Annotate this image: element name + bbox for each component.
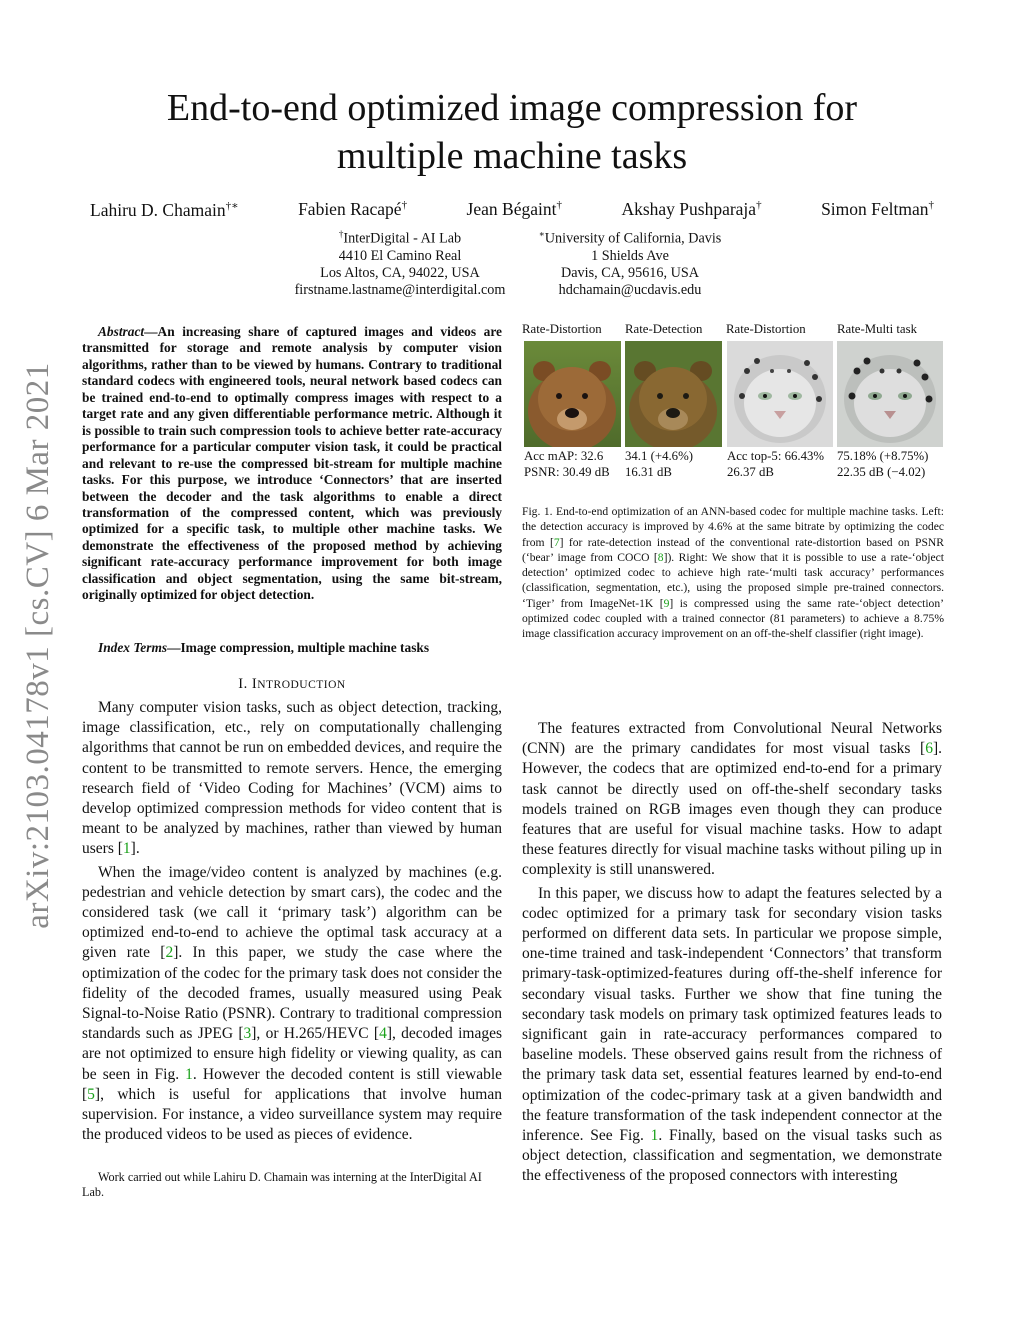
bear-image-rate-distortion bbox=[524, 341, 621, 447]
arxiv-id-text: arXiv:2103.04178v1 [cs.CV] 6 Mar 2021 bbox=[19, 361, 56, 929]
figure-label: Rate-Detection bbox=[625, 322, 703, 336]
figure-link[interactable]: 1 bbox=[185, 1065, 193, 1083]
affiliation-email: firstname.lastname@interdigital.com bbox=[294, 281, 506, 298]
author-3: Jean Bégaint† bbox=[466, 199, 562, 219]
author-5: Simon Feltman† bbox=[821, 199, 934, 219]
author-list bbox=[90, 199, 934, 221]
citation-link[interactable]: 9 bbox=[663, 596, 670, 610]
figure-label: Rate-Multi task bbox=[837, 322, 917, 336]
abstract-text: —An increasing share of captured images and videos are transmitted for storage and remote analysis by computer vision algorithms, rather than to be viewed by humans. Contrary to traditional standard codecs with engineered tools, neural network based codecs can be trained end-to-end to optimally compress images with respect to a target rate and any given differentiable performance metric. Although it is possible to train such compression tools to achieve better rate-accuracy performance for a particular computer vision task, it could be practical and relevant to re-use the compressed bit-stream for multiple machine tasks. For this purpose, we introduce ‘Connectors’ that are inserted between the decoder and the task algorithms to enable a direct transformation of the compressed content, which was previously optimized for a specific task, to multiple other machine tasks. We demonstrate the effectiveness of the proposed method by achieving significant rate-accuracy performance improvement for both image classification and object segmentation, using the same bit-stream, originally optimized for object detection. bbox=[82, 324, 502, 603]
snow-leopard-image-rate-distortion bbox=[727, 341, 833, 447]
right-column-body bbox=[522, 719, 942, 1187]
citation-link[interactable]: 7 bbox=[553, 535, 560, 549]
author-2: Fabien Racapé† bbox=[298, 199, 408, 219]
metrics-bear-rate-distortion: Acc mAP: 32.6 PSNR: 30.49 dB bbox=[524, 449, 610, 479]
citation-link[interactable]: 4 bbox=[379, 1025, 387, 1043]
figure-link[interactable]: 1 bbox=[650, 1127, 659, 1145]
citation-link[interactable]: 2 bbox=[165, 944, 174, 962]
paragraph: The features extracted from Convolutional Neural Networks (CNN) are the primary candidates for most visual tasks [6]. However, the codecs that are optimized end-to-end for a primary task cannot be directly used on off-the-shelf secondary tasks models trained on RGB images even though they can produce features that are useful for visual machine tasks. How to adapt these features directly for visual machine tasks without piling up in complexity is still unanswered. bbox=[522, 720, 942, 879]
abstract-label: Abstract bbox=[98, 324, 145, 339]
figure-1-caption: Fig. 1. End-to-end optimization of an ANN-based codec for multiple machine tasks. Left: the detection accuracy is improved by 4.6% at the same bitrate by optimizing the codec from [7] for rate-detection instead of the conventional rate-distortion based on PSNR (‘bear’ image from COCO [8]). Right: We show that it is possible to use a rate-‘object detection’ optimized codec to achieve high rate-‘multi task accuracy’ performances (classification, segmentation, etc.), using the proposed simple pre-trained connectors. ‘Tiger’ from ImageNet-1K [9] is compressed using the same rate-‘object detection’ optimized codec coupled with a trained connector (81 parameters) to achieve a 8.75% image classification accuracy improvement on an off-the-shelf classifier (right image). bbox=[522, 505, 945, 641]
paragraph: Many computer vision tasks, such as object detection, tracking, image classification, etc., rely on computationally challenging algorithms that cannot be run on embedded devices, and require the content to be transmitted to remote servers. Hence, the emerging research field of ‘Video Coding for Machines’ (VCM) aims to develop optimized compression methods for video content that is meant to be analyzed by machines, rather than viewed by human users [1]. bbox=[82, 699, 502, 858]
citation-link[interactable]: 8 bbox=[657, 550, 664, 564]
citation-link[interactable]: 6 bbox=[925, 740, 933, 758]
figure-label: Rate-Distortion bbox=[522, 322, 602, 336]
index-terms: Index Terms—Image compression, multiple machine tasks bbox=[98, 640, 430, 655]
section-heading-introduction: I. INTRODUCTION bbox=[238, 676, 346, 692]
footnote: Work carried out while Lahiru D. Chamain was interning at the InterDigital AI Lab. bbox=[82, 1170, 482, 1199]
arxiv-sidebar-identifier bbox=[14, 340, 62, 950]
affiliation-ucdavis: ∗University of California, Davis 1 Shields Ave Davis, CA, 95616, USA hdchamain@ucdavis.edu bbox=[500, 226, 760, 299]
snow-leopard-image-rate-multi-task bbox=[837, 341, 943, 447]
paragraph: When the image/video content is analyzed by machines (e.g. pedestrian and vehicle detection by smart cars), the codec and the considered task (we call it ‘primary task’) algorithm can be optimized end-to-end to achieve the optimal task accuracy at a given rate [2]. In this paper, we study the case where the optimization of the codec for the primary task does not consider the fidelity of the decoded frames, usually measured using Peak Signal-to-Noise Ratio (PSNR). Contrary to traditional compression standards such as JPEG [3], or H.265/HEVC [4], decoded images are not optimized to ensure high fidelity or viewing quality, as can be seen in Fig. 1. However the decoded content is still viewable [5], which is useful for applications that involve human supervision. For instance, a video surveillance system may require the produced videos to be used as pieces of evidence. bbox=[82, 863, 503, 1144]
bear-image-rate-detection bbox=[625, 341, 722, 447]
metrics-leopard-rate-multi-task: 75.18% (+8.75%) 22.35 dB (−4.02) bbox=[837, 449, 929, 479]
citation-link[interactable]: 5 bbox=[87, 1085, 95, 1103]
citation-link[interactable]: 3 bbox=[243, 1025, 252, 1043]
figure-1-column-labels bbox=[522, 322, 946, 337]
figure-label: Rate-Distortion bbox=[726, 322, 806, 336]
paragraph: In this paper, we discuss how to adapt the features selected by a codec optimized for a primary task for secondary vision tasks performed on different data sets. In particular we propose simple, one-time trained and task-independent ‘Connectors’ that transform primary-task-optimized-features during off-the-shelf inference for secondary visual tasks. Further we show that fine tuning the secondary task models on primary task optimized features leads to significant gain in rate-accuracy performances compared to baseline models. These observed gains result from the richness of the primary task data set, essential features learned by end-to-end optimization of the codec-primary task at a given bandwidth and the feature transformation of the task independent connector at the inference. See Fig. 1. Finally, based on the visual tasks such as object detection, classification and segmentation, we demonstrate the effectiveness of the proposed connectors with interesting bbox=[522, 884, 942, 1185]
affiliation-email: hdchamain@ucdavis.edu bbox=[558, 281, 702, 298]
metrics-leopard-rate-distortion: Acc top-5: 66.43% 26.37 dB bbox=[727, 449, 825, 479]
paper-title: End-to-end optimized image compression for multiple machine tasks bbox=[166, 87, 858, 177]
left-column-body bbox=[82, 698, 502, 1145]
author-4: Akshay Pushparaja† bbox=[621, 199, 762, 219]
index-terms-label: Index Terms bbox=[98, 640, 168, 655]
metrics-bear-rate-detection: 34.1 (+4.6%) 16.31 dB bbox=[625, 449, 693, 479]
abstract bbox=[82, 324, 502, 604]
citation-link[interactable]: 1 bbox=[122, 840, 131, 858]
affiliation-interdigital: †InterDigital - AI Lab 4410 El Camino Real Los Altos, CA, 94022, USA firstname.lastname@interdigital.com bbox=[270, 226, 530, 299]
author-1: Lahiru D. Chamain†∗ bbox=[90, 199, 239, 220]
